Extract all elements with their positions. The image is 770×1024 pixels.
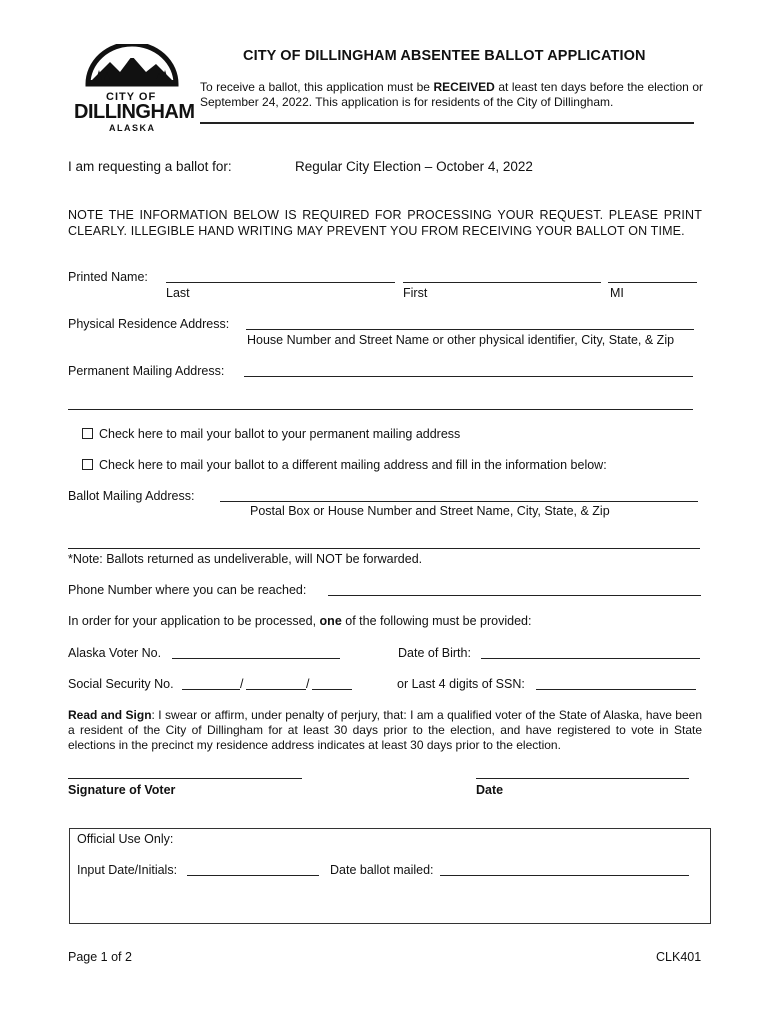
middle-initial-caption: MI (610, 286, 624, 300)
intro-paragraph (200, 80, 703, 110)
provide-text-2: of the following must be provided: (341, 614, 532, 628)
undeliverable-note: *Note: Ballots returned as undeliverable, will NOT be forwarded. (68, 552, 423, 566)
voter-no-field[interactable] (172, 658, 340, 659)
checkbox-permanent[interactable] (82, 428, 93, 439)
checkbox-different-label: Check here to mail your ballot to a different mailing address and fill in the information below: (99, 458, 607, 472)
last-name-caption: Last (166, 286, 190, 300)
page-number: Page 1 of 2 (68, 950, 132, 964)
physical-address-field[interactable] (246, 329, 694, 330)
ssn-last4-label: or Last 4 digits of SSN: (397, 677, 525, 691)
logo-text-dillingham: DILLINGHAM (74, 101, 195, 123)
ballot-mailing-label: Ballot Mailing Address: (68, 489, 195, 503)
checkbox-permanent-label: Check here to mail your ballot to your permanent mailing address (99, 427, 461, 441)
date-mailed-field[interactable] (440, 875, 689, 876)
date-mailed-label: Date ballot mailed: (330, 863, 434, 877)
intro-received-bold: RECEIVED (433, 80, 495, 94)
signature-field[interactable] (68, 778, 302, 779)
first-name-caption: First (403, 286, 428, 300)
dob-label: Date of Birth: (398, 646, 471, 660)
input-date-field[interactable] (187, 875, 319, 876)
request-election: Regular City Election – October 4, 2022 (295, 159, 533, 174)
provide-one-bold: one (319, 614, 342, 628)
physical-address-hint: House Number and Street Name or other physical identifier, City, State, & Zip (247, 333, 675, 347)
checkbox-different-row[interactable] (82, 458, 607, 472)
voter-no-label: Alaska Voter No. (68, 646, 162, 660)
signature-label: Signature of Voter (68, 783, 176, 797)
phone-label: Phone Number where you can be reached: (68, 583, 307, 597)
oath-read-and-sign: Read and Sign (68, 708, 152, 722)
page-title: CITY OF DILLINGHAM ABSENTEE BALLOT APPLICATION (243, 48, 646, 64)
request-label: I am requesting a ballot for: (68, 159, 232, 174)
ssn-separator-1: / (240, 677, 244, 691)
ssn-field-part2[interactable] (246, 689, 306, 690)
mailing-address-field[interactable] (244, 376, 693, 377)
oath-text: : I swear or affirm, under penalty of perjury, that: I am a qualified voter of the State of Alaska, have been a resident of the City of Dillingham for at least 30 days prior to the election, and have registered to vote in State elections in the precinct my residence address indicates at least 30 days prior to the election. (68, 708, 702, 752)
form-code: CLK401 (656, 950, 702, 964)
checkbox-permanent-row[interactable] (82, 427, 460, 441)
city-logo (74, 44, 195, 134)
title-divider (200, 122, 694, 124)
mailing-address-field-line2[interactable] (68, 409, 693, 410)
ssn-label: Social Security No. (68, 677, 174, 691)
ssn-field-part1[interactable] (182, 689, 240, 690)
intro-text-2: at least ten days before the election or September 24, 2022. This application is for residents of the City of Dillingham. (200, 80, 703, 109)
signature-date-field[interactable] (476, 778, 689, 779)
first-name-field[interactable] (403, 282, 601, 283)
input-date-label: Input Date/Initials: (77, 863, 178, 877)
provide-text-1: In order for your application to be processed, (68, 614, 320, 628)
ssn-last4-field[interactable] (536, 689, 696, 690)
oath-paragraph (68, 708, 702, 753)
last-name-field[interactable] (166, 282, 395, 283)
signature-date-label: Date (476, 783, 504, 797)
printed-name-label: Printed Name: (68, 270, 148, 284)
ballot-mailing-hint: Postal Box or House Number and Street Name, City, State, & Zip (250, 504, 610, 518)
ssn-separator-2: / (306, 677, 310, 691)
ssn-field-part3[interactable] (312, 689, 352, 690)
dob-field[interactable] (481, 658, 700, 659)
intro-text-1: To receive a ballot, this application must be (200, 80, 434, 94)
mailing-address-label: Permanent Mailing Address: (68, 364, 225, 378)
middle-initial-field[interactable] (608, 282, 697, 283)
logo-text-alaska: ALASKA (109, 123, 156, 133)
official-use-title: Official Use Only: (77, 832, 174, 846)
physical-address-label: Physical Residence Address: (68, 317, 230, 331)
dillingham-logo-graphic (76, 44, 188, 94)
provide-instructions (68, 614, 531, 628)
logo-text-city-of: CITY OF (106, 91, 157, 103)
ballot-mailing-field-line2[interactable] (68, 548, 700, 549)
ballot-mailing-field[interactable] (220, 501, 698, 502)
official-use-box (69, 828, 711, 924)
required-note: NOTE THE INFORMATION BELOW IS REQUIRED FOR PROCESSING YOUR REQUEST. PLEASE PRINT CLEARLY. ILLEGIBLE HAND WRITING MAY PREVENT YOU FROM RECEIVING YOUR BALLOT ON TIME. (68, 208, 702, 238)
phone-field[interactable] (328, 595, 701, 596)
checkbox-different[interactable] (82, 459, 93, 470)
